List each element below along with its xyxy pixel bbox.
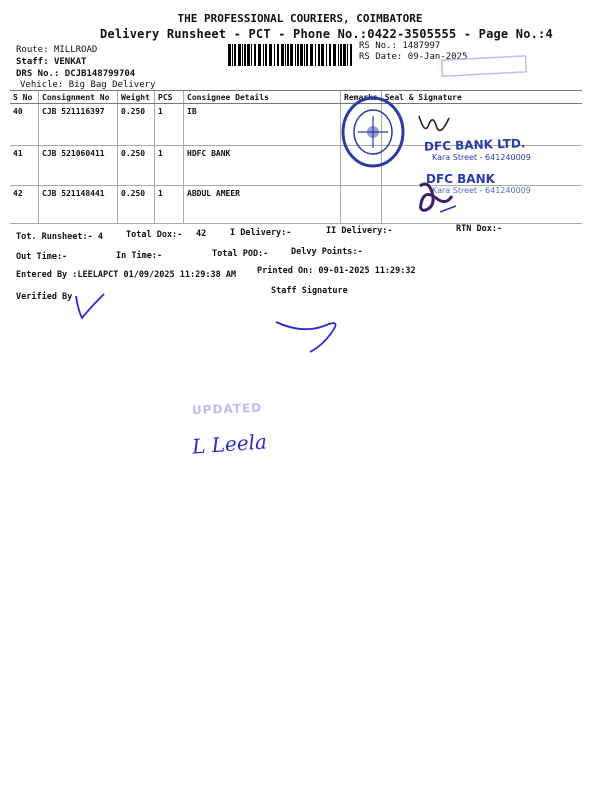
tot-runsheet: Tot. Runsheet:- 4: [16, 232, 103, 242]
barcode-bar: [295, 44, 296, 66]
hdfc-stamp-1: DFC BANK LTD.: [423, 136, 526, 154]
barcode-bar: [338, 44, 339, 66]
barcode-bar: [300, 44, 303, 66]
barcode-bar: [254, 44, 256, 66]
cell-weight: 0.250: [118, 104, 155, 146]
barcode-bar: [251, 44, 252, 66]
cell-consignment: CJB 521060411: [39, 146, 118, 186]
verified-by: Verified By: [16, 292, 73, 302]
barcode-bar: [329, 44, 331, 66]
barcode-bar: [234, 44, 236, 66]
cell-pcs: 1: [155, 104, 184, 146]
barcode-bar: [258, 44, 261, 66]
col-seal-signature: Seal & Signature: [381, 91, 582, 104]
staff-value: VENKAT: [53, 57, 87, 67]
staff-signature-label: Staff Signature: [271, 286, 348, 296]
round-seal-stamp: [338, 92, 408, 172]
rs-no-label: RS No.:: [359, 41, 397, 51]
cell-weight: 0.250: [118, 186, 155, 224]
col-consignment: Consignment No: [39, 91, 118, 104]
barcode-bar: [247, 44, 250, 66]
barcode-bar: [238, 44, 241, 66]
delvy-points: Delvy Points:-: [291, 247, 363, 257]
ii-delivery: II Delivery:-: [326, 226, 393, 236]
barcode-bar: [287, 44, 289, 66]
col-weight: Weight: [118, 91, 155, 104]
printed-on: Printed On: 09-01-2025 11:29:32: [257, 266, 416, 276]
barcode-bar: [304, 44, 305, 66]
cell-consignment: CJB 521148441: [39, 186, 118, 224]
rs-date-label: RS Date:: [359, 52, 403, 62]
vehicle-label: Vehicle:: [20, 80, 64, 90]
cell-sno: 42: [10, 186, 39, 224]
col-remarks: Remarks: [341, 91, 382, 104]
hdfc-stamp-2: DFC BANK: [426, 172, 495, 186]
table-row: [10, 146, 582, 186]
rtn-dox: RTN Dox:-: [456, 224, 503, 234]
vehicle-row: [20, 80, 155, 90]
in-time: In Time:-: [116, 251, 163, 261]
cell-consignee: ABDUL AMEER: [184, 186, 341, 224]
barcode-bar: [274, 44, 275, 66]
barcode-bar: [347, 44, 348, 66]
hdfc-stamp-1-sub: Kara Street - 641240009: [432, 153, 531, 162]
updated-stamp: UPDATED: [191, 400, 263, 418]
company-name: THE PROFESSIONAL COURIERS, COIMBATORE: [177, 12, 423, 25]
col-sno: S No: [10, 91, 39, 104]
handwritten-signature: L Leela: [191, 429, 268, 459]
barcode-bar: [263, 44, 264, 66]
rs-date-value: 09-Jan-2025: [407, 52, 468, 62]
i-delivery: I Delivery:-: [230, 228, 292, 238]
barcode-bar: [318, 44, 320, 66]
barcode-bar: [232, 44, 233, 66]
barcode-bar: [297, 44, 299, 66]
col-consignee: Consignee Details: [184, 91, 341, 104]
barcode-bar: [310, 44, 313, 66]
ink-blot-signature: [412, 176, 462, 220]
cell-pcs: 1: [155, 146, 184, 186]
barcode-bar: [244, 44, 246, 66]
barcode-bar: [242, 44, 243, 66]
table-header-row: [10, 91, 582, 104]
cell-sno: 40: [10, 104, 39, 146]
total-dox-value: 42: [196, 229, 207, 239]
barcode-bar: [290, 44, 293, 66]
rs-no-value: 1487997: [402, 41, 441, 51]
staff-row: [16, 57, 86, 67]
cell-weight: 0.250: [118, 146, 155, 186]
drs-value: DCJB148799704: [64, 69, 136, 79]
cell-pcs: 1: [155, 186, 184, 224]
barcode-bar: [340, 44, 342, 66]
cell-sno: 41: [10, 146, 39, 186]
cell-consignee: HDFC BANK: [184, 146, 341, 186]
route-label: Route:: [16, 45, 49, 55]
staff-label: Staff:: [16, 57, 49, 67]
entered-by: Entered By :LEELAPCT 01/09/2025 11:29:38 AM: [16, 270, 237, 280]
out-time: Out Time:-: [16, 252, 68, 262]
route-value: MILLROAD: [53, 45, 98, 55]
vehicle-value: Big Bag Delivery: [68, 80, 156, 90]
barcode-bar: [326, 44, 327, 66]
barcode-bar: [306, 44, 308, 66]
verified-tick-icon: [72, 290, 108, 324]
barcode-bar: [281, 44, 284, 66]
hdfc-stamp-2-sub: Kara Street - 641240009: [432, 186, 531, 195]
staff-signature-scribble: [272, 312, 352, 356]
rs-no-row: [359, 41, 440, 51]
cell-consignment: CJB 521116397: [39, 104, 118, 146]
barcode-bar: [228, 44, 231, 66]
total-pod: Total POD:-: [212, 249, 269, 259]
barcode-bar: [285, 44, 286, 66]
barcode: [228, 44, 354, 66]
cell-consignee: IB: [184, 104, 341, 146]
cell-remarks: [341, 186, 382, 224]
barcode-bar: [343, 44, 346, 66]
faint-stamp-mark: [440, 55, 530, 77]
drs-row: [16, 69, 135, 79]
barcode-bar: [277, 44, 279, 66]
runsheet-title: Delivery Runsheet - PCT - Phone No.:0422-3505555 - Page No.:4: [100, 27, 553, 41]
barcode-bar: [265, 44, 267, 66]
barcode-bar: [315, 44, 316, 66]
total-dox-label: Total Dox:-: [126, 230, 183, 240]
barcode-bar: [350, 44, 352, 66]
barcode-bar: [269, 44, 272, 66]
barcode-bar: [321, 44, 324, 66]
route-row: [16, 45, 97, 55]
barcode-bar: [333, 44, 336, 66]
col-pcs: PCS: [155, 91, 184, 104]
drs-label: DRS No.:: [16, 69, 60, 79]
